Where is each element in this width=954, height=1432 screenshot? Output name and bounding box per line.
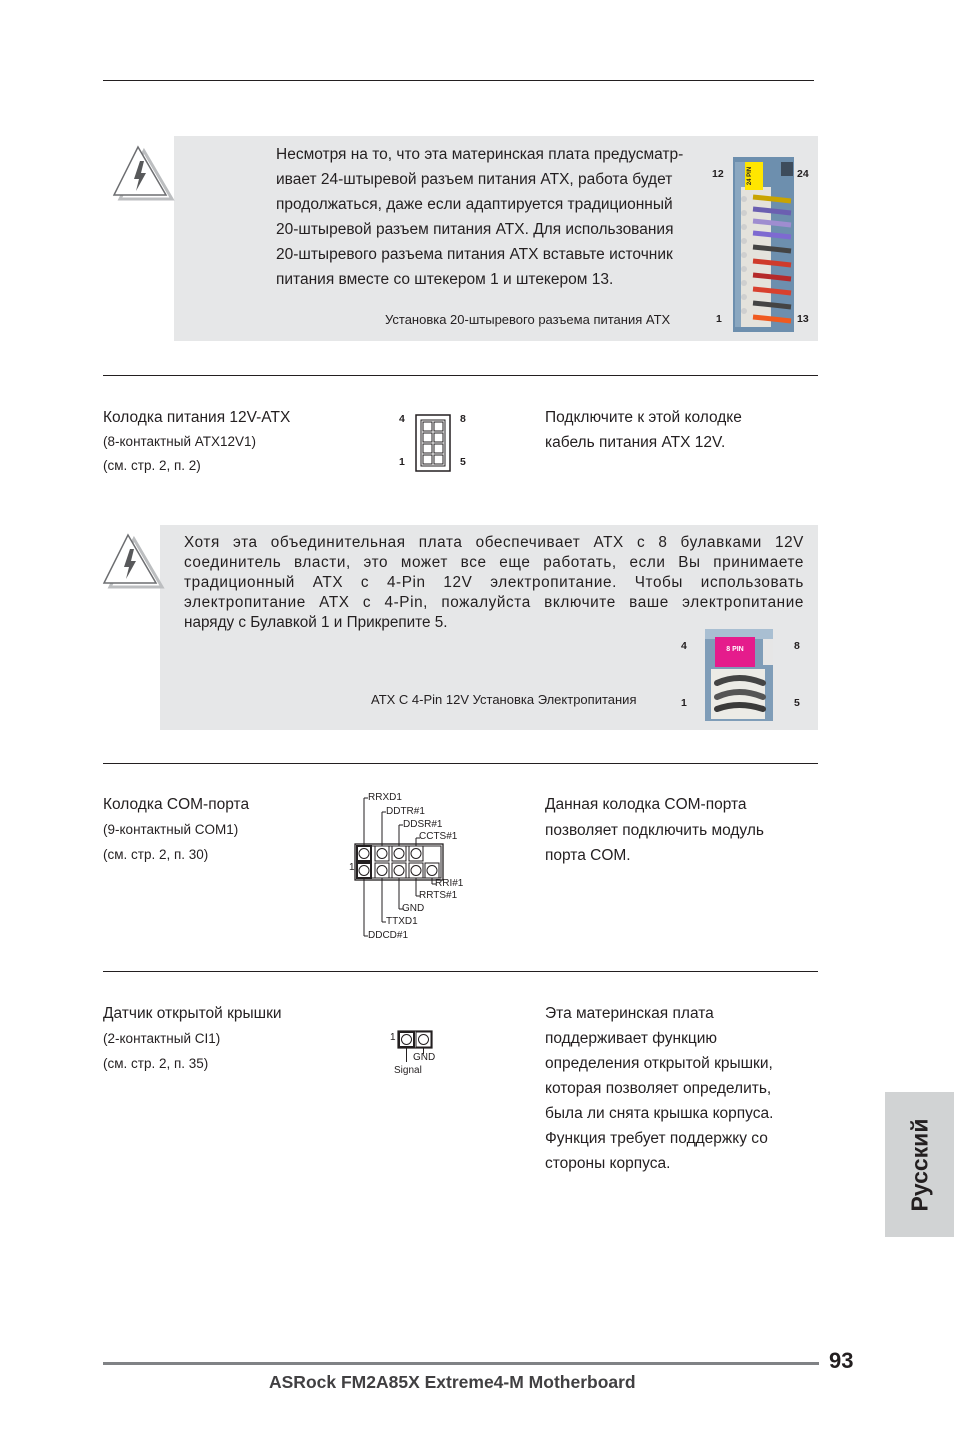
- com-desc-line: Данная колодка COM-порта: [545, 796, 747, 813]
- ci-desc-line: поддерживает функцию: [545, 1030, 718, 1047]
- com-signal-label: DDTR#1: [386, 806, 425, 817]
- note-line: Несмотря на то, что эта материнская плата предусматр-: [276, 146, 684, 163]
- note-line: соединитель власти, это может все еще работать, если Вы принимаете: [184, 554, 804, 571]
- atx12v-desc-line: Подключите к этой колодке: [545, 409, 742, 426]
- ci-desc-line: которая позволяет определить,: [545, 1080, 772, 1097]
- atx24-caption: Установка 20-штыревого разъема питания ATX: [385, 312, 671, 327]
- atx12v-desc-line: кабель питания ATX 12V.: [545, 434, 726, 451]
- pin-label: 1: [399, 456, 405, 468]
- pin-label: 1: [681, 697, 687, 709]
- language-side-tab: [885, 1092, 954, 1237]
- ci-page-ref: (см. стр. 2, п. 35): [103, 1056, 209, 1071]
- com-signal-label: DDCD#1: [368, 930, 409, 941]
- ci-title: Датчик открытой крышки: [103, 1005, 282, 1022]
- note-line: Хотя эта объединительная плата обеспечивает ATX с 8 булавками 12V: [184, 534, 804, 551]
- note-line: ивает 24-штыревой разъем питания ATX, работа будет: [276, 171, 673, 188]
- ci-desc-line: была ли снята крышка корпуса.: [545, 1105, 774, 1122]
- ci-signal-label: Signal: [394, 1065, 422, 1076]
- note-atx24-text: [276, 142, 683, 292]
- atx12v-title: Колодка питания 12V-ATX: [103, 409, 291, 426]
- pin-label: 4: [399, 413, 405, 425]
- note-line: традиционный ATX с 4-Pin 12V электропитание. Чтобы использовать: [184, 574, 804, 591]
- note-line: продолжаться, даже если адаптируется традиционный: [276, 196, 673, 213]
- warning-icon: [108, 143, 178, 203]
- ci-desc-line: определения открытой крышки,: [545, 1055, 773, 1072]
- com-signal-label: DDSR#1: [403, 819, 443, 830]
- atx24-connector-photo: [733, 157, 794, 332]
- section-rule: [103, 763, 818, 764]
- language-tab-label: Русский: [906, 1118, 932, 1211]
- warning-icon: [98, 531, 168, 591]
- ci-subtitle: (2-контактный CI1): [103, 1031, 221, 1046]
- pin-label: 5: [460, 456, 466, 468]
- top-rule: [103, 80, 814, 81]
- footer-bar: [103, 1362, 819, 1365]
- section-rule: [103, 375, 818, 376]
- ci-gnd-label: GND: [413, 1052, 436, 1063]
- pin-label: 24: [797, 168, 809, 180]
- note-line: электропитание ATX с 4-Pin, пожалуйста включите ваше электропитание: [184, 594, 804, 611]
- atx12v-subtitle: (8-контактный ATX12V1): [103, 434, 257, 449]
- atx12v-connector-diagram: [413, 412, 453, 474]
- page-number: 93: [829, 1348, 854, 1373]
- atx8-connector-photo: [705, 629, 773, 721]
- ci-desc-line: стороны корпуса.: [545, 1155, 671, 1172]
- com-desc-line: позволяет подключить модуль: [545, 822, 764, 839]
- com-signal-label: RRI#1: [435, 878, 464, 889]
- com-desc-line: порта COM.: [545, 847, 631, 864]
- ci-pin1-label: 1: [390, 1032, 396, 1043]
- footer-title: ASRock FM2A85X Extreme4-M Motherboard: [269, 1372, 636, 1392]
- ci-desc-line: Эта материнская плата: [545, 1005, 714, 1022]
- com-signal-label: GND: [402, 903, 425, 914]
- com-page-ref: (см. стр. 2, п. 30): [103, 847, 209, 862]
- com-title: Колодка COM-порта: [103, 796, 250, 813]
- com-signal-label: CCTS#1: [419, 831, 458, 842]
- note-atx8-text: [184, 533, 804, 633]
- note-line: наряду с Булавкой 1 и Прикрепите 5.: [184, 614, 448, 631]
- pin-label: 4: [681, 640, 687, 652]
- ci-description: [545, 1001, 773, 1176]
- section-rule: [103, 971, 818, 972]
- connector-label: 24 PIN: [747, 166, 754, 186]
- com-signal-label: TTXD1: [386, 916, 418, 927]
- atx12v-page-ref: (см. стр. 2, п. 2): [103, 458, 201, 473]
- com-signal-label: RRXD1: [368, 792, 402, 803]
- com-pin1-label: 1: [349, 862, 355, 873]
- atx8-caption: ATX С 4-Pin 12V Установка Электропитания: [371, 692, 637, 707]
- pin-label: 1: [716, 313, 722, 325]
- pin-label: 8: [794, 640, 800, 652]
- pin-label: 12: [712, 168, 724, 180]
- ci-desc-line: Функция требует поддержку со: [545, 1130, 768, 1147]
- com-signal-label: RRTS#1: [419, 890, 458, 901]
- note-line: 20-штыревого разъема питания ATX вставьте источник: [276, 246, 673, 263]
- note-line: питания вместе со штекером 1 и штекером 13.: [276, 271, 614, 288]
- com-subtitle: (9-контактный COM1): [103, 822, 239, 837]
- pin-label: 5: [794, 697, 800, 709]
- note-line: 20-штыревой разъем питания ATX. Для использования: [276, 221, 674, 238]
- pin-label: 13: [797, 313, 809, 325]
- pin-label: 8: [460, 413, 466, 425]
- connector-label: 8 PIN: [726, 646, 744, 653]
